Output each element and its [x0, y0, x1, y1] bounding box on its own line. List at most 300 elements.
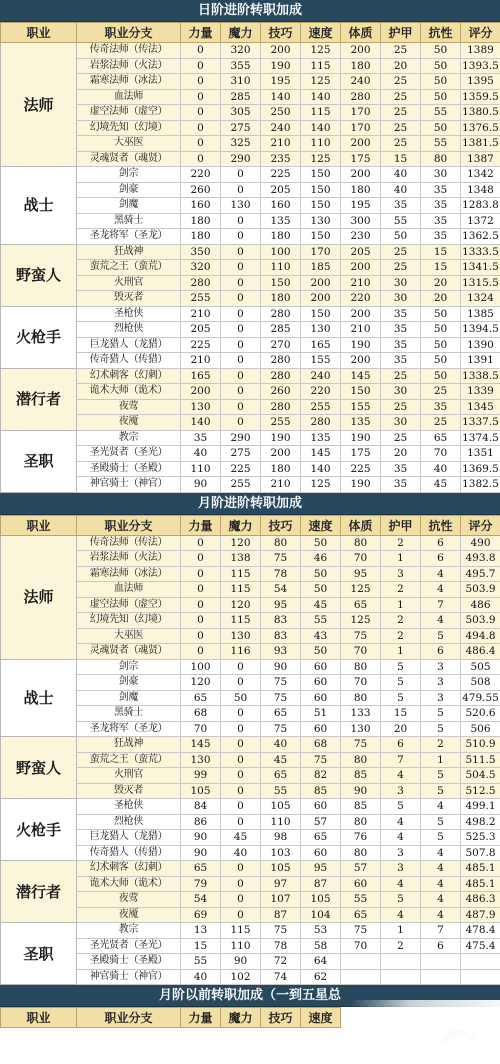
stat-cell: 138 [221, 551, 261, 567]
stat-cell: 486.3 [461, 892, 500, 908]
stat-cell: 255 [261, 415, 301, 431]
stat-cell: 25 [381, 43, 421, 59]
stat-cell: 1338.5 [462, 369, 499, 382]
branch-name: 烈枪侠 [77, 322, 181, 338]
stat-cell: 3 [421, 690, 461, 706]
stat-cell: 0 [181, 535, 221, 551]
stat-cell: 55 [421, 105, 461, 121]
branch-name: 夜莺 [77, 399, 181, 415]
stat-cell: 200 [341, 167, 381, 183]
stat-cell: 2 [421, 737, 461, 753]
stat-cell: 80 [341, 535, 381, 551]
stat-cell: 510.9 [461, 737, 500, 753]
table-row [1, 167, 500, 183]
stat-cell: 225 [261, 167, 301, 183]
stat-cell: 53 [301, 923, 341, 939]
stat-cell: 80 [341, 845, 381, 861]
stat-cell: 175 [341, 446, 381, 462]
job-name: 圣职 [1, 923, 77, 985]
stat-cell: 4 [421, 799, 461, 815]
stat-cell: 150 [341, 384, 381, 400]
stat-cell: 4 [381, 830, 421, 846]
branch-name: 火刑官 [77, 768, 181, 784]
column-header: 职业分支 [77, 515, 181, 535]
stat-cell: 35 [421, 399, 461, 415]
branch-name: 圣殿骑士（圣殿） [77, 954, 181, 970]
stat-cell: 180 [341, 182, 381, 198]
stat-cell: 30 [381, 275, 421, 291]
table-row [1, 306, 500, 322]
stat-cell: 4 [421, 892, 461, 908]
stat-cell: 485.1 [461, 876, 500, 892]
stat-cell: 190 [261, 58, 301, 74]
stat-cell: 175 [341, 151, 381, 167]
stat-cell: 6 [421, 551, 461, 567]
column-header: 速度 [301, 23, 341, 43]
stat-cell: 30 [381, 291, 421, 307]
stats-table [0, 22, 500, 493]
stat-cell: 0 [221, 244, 261, 260]
stat-cell: 20 [381, 446, 421, 462]
stat-cell: 200 [261, 43, 301, 59]
stat-cell: 1387 [461, 151, 500, 167]
branch-name: 岩浆法师（火法） [77, 551, 181, 567]
stat-cell: 0 [181, 613, 221, 629]
stat-cell: 65 [341, 907, 381, 923]
stat-cell: 220 [181, 167, 221, 183]
column-header: 力量 [181, 1008, 221, 1028]
stat-cell: 45 [301, 597, 341, 613]
branch-name: 剑豪 [77, 675, 181, 691]
stat-cell: 0 [181, 644, 221, 660]
stat-cell: 50 [301, 582, 341, 598]
stat-cell: 75 [261, 923, 301, 939]
stat-cell: 68 [181, 706, 221, 722]
stat-cell: 95 [261, 597, 301, 613]
branch-name: 传奇猎人（传猎） [77, 353, 181, 369]
stat-cell: 350 [181, 244, 221, 260]
stat-cell: 65 [181, 690, 221, 706]
stat-cell: 280 [301, 415, 341, 431]
stat-cell: 5 [381, 892, 421, 908]
stat-cell: 0 [221, 415, 261, 431]
stat-cell: 200 [341, 136, 381, 152]
stat-cell: 310 [221, 74, 261, 90]
stat-cell: 5 [381, 690, 421, 706]
stat-cell: 320 [221, 43, 261, 59]
stat-cell: 5 [421, 783, 461, 799]
stat-cell: 4 [421, 861, 461, 877]
column-header: 速度 [301, 1008, 341, 1028]
stat-cell: 0 [221, 706, 261, 722]
table-row [1, 659, 500, 675]
stat-cell: 494.8 [461, 628, 500, 644]
stat-cell: 0 [221, 783, 261, 799]
job-name: 圣职 [1, 430, 77, 492]
stat-cell: 75 [261, 551, 301, 567]
stat-cell: 83 [261, 613, 301, 629]
branch-name: 传奇法师（传法） [77, 43, 181, 59]
column-header: 职业分支 [77, 23, 181, 43]
stat-cell: 115 [301, 58, 341, 74]
stat-cell: 190 [261, 430, 301, 446]
stat-cell: 320 [181, 260, 221, 276]
stat-cell: 50 [421, 120, 461, 136]
stat-cell: 1342 [461, 167, 500, 183]
job-name: 法师 [1, 535, 77, 659]
stat-cell: 35 [421, 182, 461, 198]
branch-name: 血法师 [77, 89, 181, 105]
stat-cell: 486.4 [461, 644, 500, 660]
stat-cell: 5 [421, 814, 461, 830]
stat-cell: 20 [421, 275, 461, 291]
column-header: 体质 [341, 23, 381, 43]
table-row [1, 737, 500, 753]
stat-cell: 325 [221, 136, 261, 152]
stat-cell: 280 [261, 399, 301, 415]
stat-cell [421, 954, 461, 970]
stat-cell: 50 [301, 535, 341, 551]
column-header: 体质 [341, 515, 381, 535]
stat-cell: 55 [381, 213, 421, 229]
stat-cell: 210 [261, 136, 301, 152]
stat-cell: 80 [341, 659, 381, 675]
stat-cell: 15 [381, 706, 421, 722]
stat-cell: 486 [461, 597, 500, 613]
stat-cell: 3 [381, 566, 421, 582]
stat-cell: 0 [181, 628, 221, 644]
stat-cell: 280 [261, 368, 301, 384]
stat-cell: 180 [181, 229, 221, 245]
stat-cell [341, 969, 381, 985]
stat-cell: 43 [301, 628, 341, 644]
stat-cell: 506 [461, 721, 500, 737]
stat-cell: 240 [341, 74, 381, 90]
stat-cell: 165 [181, 368, 221, 384]
branch-name: 虚空法师（虚空） [77, 105, 181, 121]
stat-cell: 260 [181, 182, 221, 198]
column-header: 技巧 [261, 23, 301, 43]
stat-cell: 90 [181, 830, 221, 846]
stat-cell: 5 [381, 675, 421, 691]
stat-cell: 80 [261, 535, 301, 551]
branch-name: 大巫医 [77, 136, 181, 152]
stat-cell: 220 [341, 291, 381, 307]
stat-cell: 84 [181, 799, 221, 815]
stat-cell: 65 [341, 597, 381, 613]
stat-cell: 125 [341, 613, 381, 629]
stat-cell: 280 [261, 306, 301, 322]
job-name: 法师 [1, 43, 77, 167]
stat-cell: 65 [421, 430, 461, 446]
stat-cell: 275 [221, 120, 261, 136]
branch-name: 岩浆法师（火法） [77, 58, 181, 74]
stat-cell: 0 [221, 737, 261, 753]
stat-cell: 0 [221, 399, 261, 415]
column-header: 力量 [181, 515, 221, 535]
table-row [1, 430, 500, 446]
header-row [1, 23, 500, 43]
stat-cell: 5 [381, 799, 421, 815]
stat-cell: 50 [421, 306, 461, 322]
stat-cell: 0 [181, 566, 221, 582]
stat-cell: 50 [301, 566, 341, 582]
stat-cell: 1389 [461, 43, 500, 59]
stat-cell: 50 [421, 89, 461, 105]
section-title: 月阶以前转职加成（一到五星总 [0, 985, 500, 1007]
stat-cell: 0 [221, 768, 261, 784]
branch-name: 血法师 [77, 582, 181, 598]
stat-cell: 1374.5 [462, 431, 499, 444]
stat-cell: 98 [261, 830, 301, 846]
stat-cell: 210 [181, 353, 221, 369]
branch-name: 毁灭者 [77, 291, 181, 307]
stat-cell: 0 [181, 120, 221, 136]
stat-cell [341, 954, 381, 970]
stat-cell: 5 [381, 659, 421, 675]
stat-cell: 50 [421, 322, 461, 338]
stat-cell: 70 [341, 675, 381, 691]
branch-name: 巨龙猎人（龙猎） [77, 337, 181, 353]
stat-cell: 2 [381, 613, 421, 629]
job-name: 潜行者 [1, 861, 77, 923]
stat-cell: 50 [221, 690, 261, 706]
stat-cell: 0 [221, 229, 261, 245]
stat-cell: 51 [301, 706, 341, 722]
branch-name: 狂战神 [77, 737, 181, 753]
stat-cell: 4 [421, 613, 461, 629]
job-name: 野蛮人 [1, 737, 77, 799]
branch-name: 火刑官 [77, 275, 181, 291]
stat-cell: 487.9 [461, 907, 500, 923]
stat-cell: 6 [421, 535, 461, 551]
stat-cell: 65 [181, 861, 221, 877]
stat-cell: 150 [301, 306, 341, 322]
stat-cell: 195 [341, 198, 381, 214]
stat-cell: 105 [301, 892, 341, 908]
branch-name: 神官骑士（神官） [77, 969, 181, 985]
stat-cell: 0 [221, 659, 261, 675]
stat-cell: 511.5 [461, 752, 500, 768]
stat-cell: 0 [221, 907, 261, 923]
branch-name: 教宗 [77, 923, 181, 939]
stat-cell: 0 [221, 721, 261, 737]
stat-cell: 125 [341, 582, 381, 598]
stat-cell: 0 [221, 322, 261, 338]
stat-cell: 1 [381, 644, 421, 660]
stat-cell: 155 [341, 399, 381, 415]
stat-cell: 50 [381, 229, 421, 245]
stat-cell: 255 [221, 477, 261, 493]
stat-cell: 0 [221, 368, 261, 384]
stat-cell: 95 [301, 861, 341, 877]
stat-cell: 25 [381, 89, 421, 105]
branch-name: 传奇猎人（传猎） [77, 845, 181, 861]
stat-cell: 80 [421, 151, 461, 167]
stat-cell: 125 [301, 151, 341, 167]
stat-cell: 200 [301, 291, 341, 307]
job-name: 野蛮人 [1, 244, 77, 306]
stat-cell: 78 [261, 938, 301, 954]
stat-cell: 140 [261, 89, 301, 105]
stat-cell: 86 [181, 814, 221, 830]
stat-cell: 35 [381, 322, 421, 338]
stat-cell: 55 [261, 783, 301, 799]
stat-cell: 1390 [461, 337, 500, 353]
stat-cell: 479.55 [462, 691, 499, 704]
stat-cell: 120 [221, 535, 261, 551]
stat-cell: 498.2 [461, 814, 500, 830]
stat-cell: 495.7 [461, 566, 500, 582]
stat-cell: 0 [221, 876, 261, 892]
stat-cell: 200 [341, 306, 381, 322]
stat-cell: 493.8 [461, 551, 500, 567]
column-header: 职业 [1, 515, 77, 535]
stat-cell: 93 [261, 644, 301, 660]
stat-cell: 130 [221, 628, 261, 644]
stat-cell: 275 [221, 446, 261, 462]
stat-cell: 1339 [461, 384, 500, 400]
stat-cell: 200 [181, 384, 221, 400]
stat-cell: 120 [221, 597, 261, 613]
stat-cell: 220 [301, 384, 341, 400]
stat-cell: 140 [301, 461, 341, 477]
stat-cell: 485.1 [461, 861, 500, 877]
stat-cell: 0 [181, 151, 221, 167]
stat-cell: 280 [341, 89, 381, 105]
stat-cell: 170 [341, 105, 381, 121]
stat-cell: 1372 [461, 213, 500, 229]
stat-cell: 55 [301, 613, 341, 629]
stat-cell: 150 [301, 198, 341, 214]
stat-cell: 68 [301, 737, 341, 753]
stat-cell: 1324 [461, 291, 500, 307]
stat-cell: 60 [301, 675, 341, 691]
branch-name: 大巫医 [77, 628, 181, 644]
stat-cell: 240 [261, 120, 301, 136]
branch-name: 霜寒法师（冰法） [77, 74, 181, 90]
stat-cell: 0 [221, 353, 261, 369]
branch-name: 狂战神 [77, 244, 181, 260]
stat-cell: 35 [381, 198, 421, 214]
stat-cell: 0 [181, 89, 221, 105]
stat-cell: 115 [221, 566, 261, 582]
stat-cell: 160 [261, 198, 301, 214]
watermark-fade [350, 1000, 500, 1064]
stat-cell: 40 [421, 461, 461, 477]
stat-cell: 255 [181, 291, 221, 307]
stat-cell: 270 [261, 337, 301, 353]
job-name: 火枪手 [1, 306, 77, 368]
stat-cell: 45 [261, 752, 301, 768]
branch-name: 蛮荒之王（蛮荒） [77, 260, 181, 276]
stat-cell: 190 [341, 430, 381, 446]
stat-cell: 180 [261, 291, 301, 307]
stat-cell: 185 [301, 260, 341, 276]
stat-cell: 25 [421, 415, 461, 431]
stat-cell: 5 [421, 768, 461, 784]
column-header: 技巧 [261, 515, 301, 535]
stat-cell: 74 [261, 969, 301, 985]
stat-cell: 0 [181, 551, 221, 567]
stat-cell: 1345 [461, 399, 500, 415]
branch-name: 圣光贤者（圣光） [77, 446, 181, 462]
branch-name: 剑豪 [77, 182, 181, 198]
stats-table [0, 515, 500, 986]
stat-cell: 140 [181, 415, 221, 431]
stat-cell: 170 [341, 120, 381, 136]
stat-cell: 130 [341, 721, 381, 737]
branch-name: 幻境先知（幻境） [77, 120, 181, 136]
stat-cell: 225 [341, 461, 381, 477]
stat-cell: 499.1 [461, 799, 500, 815]
stat-cell: 1 [381, 551, 421, 567]
stat-cell: 280 [181, 275, 221, 291]
stat-cell: 260 [261, 384, 301, 400]
stat-cell: 69 [181, 907, 221, 923]
section-title: 日阶进阶转职加成 [0, 0, 500, 22]
stat-cell: 0 [221, 291, 261, 307]
stat-cell: 190 [341, 337, 381, 353]
stat-cell: 25 [381, 399, 421, 415]
stat-cell: 1394.5 [462, 323, 499, 336]
stat-cell: 305 [221, 105, 261, 121]
stat-cell: 508 [461, 675, 500, 691]
stat-cell: 70 [421, 446, 461, 462]
stat-cell: 478.4 [461, 923, 500, 939]
stat-cell: 60 [341, 876, 381, 892]
stat-cell: 57 [341, 861, 381, 877]
stat-cell: 1391 [461, 353, 500, 369]
stat-cell: 1380.5 [462, 106, 499, 119]
stat-cell: 50 [421, 353, 461, 369]
table-row [1, 368, 500, 384]
stat-cell: 115 [221, 923, 261, 939]
stat-cell: 4 [381, 876, 421, 892]
stat-cell: 25 [421, 384, 461, 400]
stat-cell: 97 [261, 876, 301, 892]
stat-cell: 85 [341, 799, 381, 815]
stat-cell: 190 [341, 477, 381, 493]
branch-name: 剑魔 [77, 690, 181, 706]
stat-cell: 1359.5 [462, 90, 499, 103]
stat-cell: 100 [261, 244, 301, 260]
stat-cell: 15 [421, 244, 461, 260]
stat-cell: 225 [181, 337, 221, 353]
stat-cell: 0 [221, 675, 261, 691]
stat-cell: 5 [421, 830, 461, 846]
job-name: 火枪手 [1, 799, 77, 861]
stat-cell: 65 [301, 830, 341, 846]
stat-cell: 20 [381, 721, 421, 737]
stat-cell: 90 [181, 477, 221, 493]
stat-cell: 4 [381, 907, 421, 923]
stat-cell: 503.9 [461, 613, 500, 629]
stat-cell: 83 [261, 628, 301, 644]
stat-cell: 1395 [461, 74, 500, 90]
stat-cell: 7 [381, 752, 421, 768]
stat-cell: 130 [301, 213, 341, 229]
stat-cell: 200 [301, 275, 341, 291]
job-name: 潜行者 [1, 368, 77, 430]
stat-cell: 100 [181, 659, 221, 675]
stat-cell: 505 [461, 659, 500, 675]
branch-name: 圣龙将军（圣龙） [77, 229, 181, 245]
stat-cell: 1351 [461, 446, 500, 462]
branch-name: 神官骑士（神官） [77, 477, 181, 493]
stat-cell: 7 [421, 923, 461, 939]
table-row [1, 861, 500, 877]
